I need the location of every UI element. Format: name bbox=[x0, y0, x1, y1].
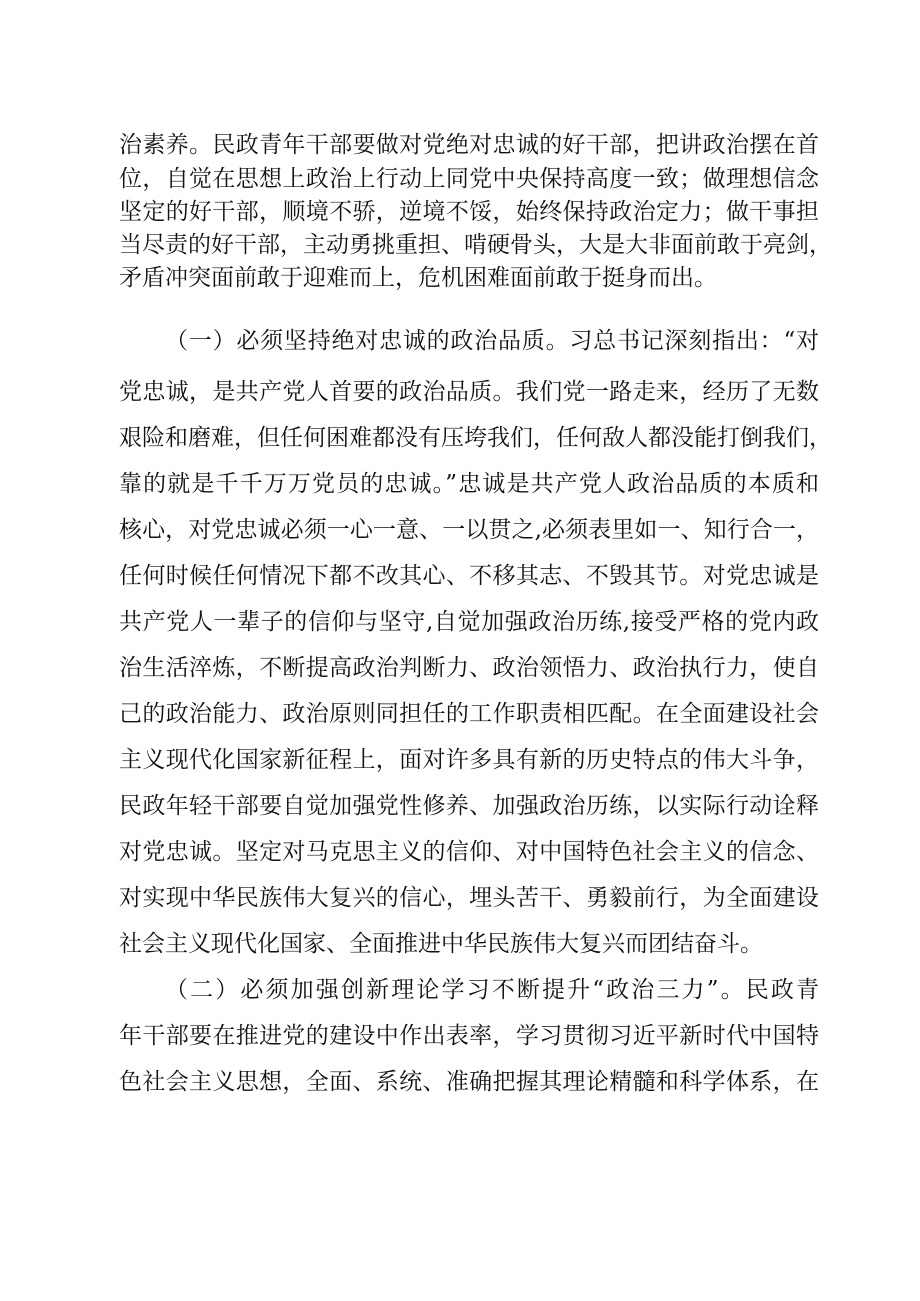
paragraph-line: （二）必须加强创新理论学习不断提升“政治三力”。民政青 bbox=[165, 977, 819, 1003]
paragraph-line: 核心，对党忠诚必须一心一意、一以贯之,必须表里如一、知行合一， bbox=[119, 517, 819, 543]
paragraph-line: 矛盾冲突面前敢于迎难而上，危机困难面前敢于挺身而出。 bbox=[119, 265, 717, 291]
paragraph-line: 对实现中华民族伟大复兴的信心，埋头苦干、勇毅前行，为全面建设 bbox=[119, 885, 819, 911]
paragraph-line: 任何时候任何情况下都不改其心、不移其志、不毁其节。对党忠诚是 bbox=[119, 563, 819, 589]
paragraph-line: 艰险和磨难，但任何困难都没有压垮我们，任何敌人都没能打倒我们， bbox=[119, 425, 832, 451]
paragraph-line: 对党忠诚。坚定对马克思主义的信仰、对中国特色社会主义的信念、 bbox=[119, 839, 819, 865]
paragraph-2 bbox=[119, 313, 832, 967]
paragraph-line: 民政年轻干部要自觉加强党性修养、加强政治历练，以实际行动诠释 bbox=[119, 793, 819, 819]
body-text bbox=[119, 127, 832, 1105]
paragraph-line: 党忠诚，是共产党人首要的政治品质。我们党一路走来，经历了无数 bbox=[119, 379, 819, 405]
paragraph-line: 主义现代化国家新征程上，面对许多具有新的历史特点的伟大斗争， bbox=[119, 747, 819, 773]
paragraph-line: 己的政治能力、政治原则同担任的工作职责相匹配。在全面建设社会 bbox=[119, 701, 819, 727]
paragraph-line: 当尽责的好干部，主动勇挑重担、啃硬骨头，大是大非面前敢于亮剑， bbox=[119, 232, 832, 258]
paragraph-line: 年干部要在推进党的建设中作出表率，学习贯彻习近平新时代中国特 bbox=[119, 1023, 819, 1049]
paragraph-line: 治素养。民政青年干部要做对党绝对忠诚的好干部，把讲政治摆在首 bbox=[119, 132, 819, 158]
paragraph-1 bbox=[119, 127, 832, 313]
paragraph-line: 治生活淬炼，不断提高政治判断力、政治领悟力、政治执行力，使自 bbox=[119, 655, 819, 681]
paragraph-line: 坚定的好干部，顺境不骄，逆境不馁，始终保持政治定力；做干事担 bbox=[119, 199, 819, 225]
paragraph-3 bbox=[119, 967, 819, 1105]
paragraph-line: （一）必须坚持绝对忠诚的政治品质。习总书记深刻指出：“对 bbox=[165, 328, 819, 354]
paragraph-line: 色社会主义思想，全面、系统、准确把握其理论精髓和科学体系，在 bbox=[119, 1069, 819, 1095]
paragraph-line: 靠的就是千千万万党员的忠诚。”忠诚是共产党人政治品质的本质和 bbox=[119, 471, 819, 497]
paragraph-line: 社会主义现代化国家、全面推进中华民族伟大复兴而团结奋斗。 bbox=[119, 931, 763, 957]
paragraph-line: 共产党人一辈子的信仰与坚守,自觉加强政治历练,接受严格的党内政 bbox=[119, 609, 819, 635]
paragraph-line: 位，自觉在思想上政治上行动上同党中央保持高度一致；做理想信念 bbox=[119, 166, 819, 192]
